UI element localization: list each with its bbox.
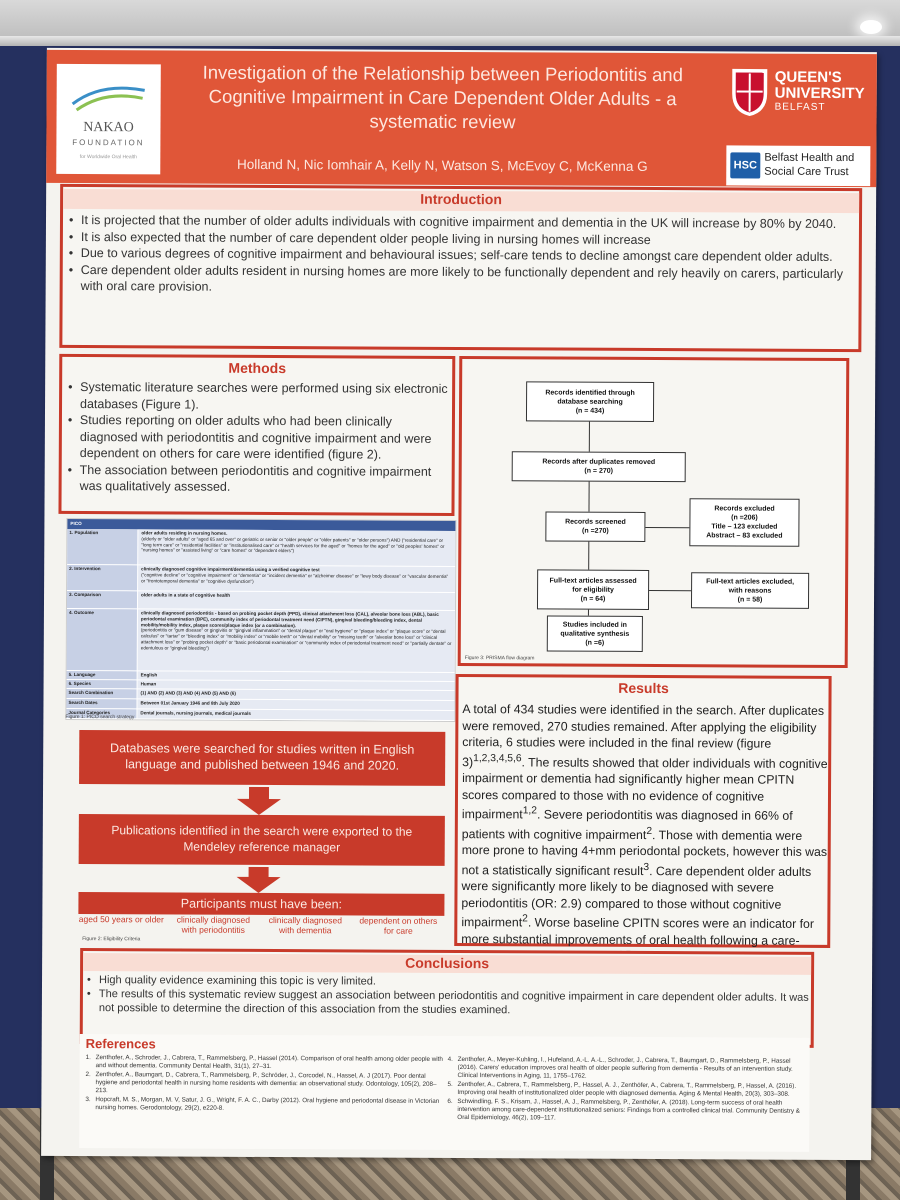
prisma-fulltext-excluded: Full-text articles excluded, with reasons (n = 58) (691, 572, 809, 609)
reference-item: 5. Zenthofer, A., Cabrera, T., Rammelsberg, P., Hassel, A. J., Zenthöfer, A., Cabrera, T., Rammelsberg, P., Hassel, A. (2016). Improving oral health of institutionalized older people with diagnosed dementia. Aging & Mental Health, 20(3), 303–308. (447, 1080, 797, 1098)
prisma-connector (588, 482, 589, 512)
prisma-connector (649, 590, 691, 591)
prisma-identified: Records identified through database searching (n = 434) (526, 381, 654, 422)
criterion-periodontitis: clinically diagnosed with periodontitis (176, 914, 250, 935)
hsc-mark: HSC (730, 152, 760, 178)
introduction-bullets (69, 212, 857, 299)
databases-box: Databases were searched for studies written in English language and published between 1946 and 2020. (79, 730, 445, 786)
arrow-down-icon (237, 787, 281, 815)
mendeley-box: Publications identified in the search were exported to the Mendeley reference manager (79, 814, 445, 866)
eligibility-caption: Figure 2: Eligibility Criteria (82, 936, 141, 943)
prisma-excluded: Records excluded (n =206) Title – 123 excluded Abstract – 83 excluded (689, 498, 799, 547)
ceiling (0, 0, 900, 40)
table-row: 4. Outcome clinically diagnosed periodontitis - based on probing pocket depth (PPD), clinical attachment loss (CAL), alveolar bone loss (ABL), basic periodontal examination (BPE), community index of periodontal treatment need (CIPTN), gingival bleeding/bleeding index, dental mobility/mobility index, plaque scores/plaque index (or a combination). (periodontitis or "gum disease" or gingivitis or "gingival inflammation" or "dental plaque" or "oral hygiene" or "plaque index" or "plaque score" or "dental calculus" or "tartar" or "bleeding index" or "mobility index" or "mobile teeth" or "dental mobility" or "missing teeth" or "alveolar bone loss" or "clinical attachment loss" or "probing pocket depth" or "basic periodontal examination" or "community index of periodontal treatment need" or "partially dentate" or edentulous or "gingival bleeding") (67, 609, 455, 673)
poster-authors: Holland N, Nic Iomhair A, Kelly N, Watson S, McEvoy C, McKenna G (236, 156, 648, 174)
introduction-section (59, 184, 862, 352)
qub-belfast: BELFAST (774, 101, 826, 113)
methods-bullets (68, 379, 451, 496)
list-item: • Studies reporting on older adults who had been clinically diagnosed with periodontitis and cognitive impairment and were dependent on others for care were identified (figure 2). (68, 412, 450, 463)
list-item: • It is projected that the number of older adults individuals with cognitive impairment and dementia in the UK will increase by 80% by 2040. (69, 212, 857, 233)
nakao-sub: FOUNDATION (72, 137, 145, 148)
criterion-dementia: clinically diagnosed with dementia (268, 915, 342, 936)
poster-title: Investigation of the Relationship between Periodontitis and Cognitive Impairment in Care Dependent Older Adults - a systematic review (202, 61, 683, 133)
prisma-included: Studies included in qualitative synthesis (n =6) (547, 615, 643, 652)
prisma-diagram (458, 356, 850, 668)
reference-item: 3. Hopcraft, M. S., Morgan, M. V, Satur, J. G., Wright, F. A. C., Darby (2012). Oral hygiene and periodontal disease in Victorian nursing homes. Gerodontology, 29(2), e220-8. (85, 1096, 440, 1112)
conclusions-section (80, 948, 814, 1048)
reference-item: 4. Zenthofer, A., Meyer-Kuhling, I., Hufeland, A.-L. A.-L., Schroder, J., Cabrera, T., Baumgart, D., Rammelsberg, P., Hassel (2016). Carers' education improves oral health of older people suffering from dementia - Results of an intervention study. Clinical Interventions in Aging, 11, 1755–1762. (447, 1055, 793, 1080)
references-section (79, 1034, 810, 1152)
table-row: Search Dates Between 01st January 1946 and 8th July 2020 (66, 699, 454, 711)
prisma-screened: Records screened (n =270) (545, 511, 645, 542)
nakao-tag: for Worldwide Oral Health (79, 154, 137, 161)
prisma-duplicates: Records after duplicates removed (n = 270) (512, 451, 686, 482)
table-row: 6. Species Human (67, 680, 455, 691)
arrow-down-icon (236, 867, 280, 893)
list-item: • The association between periodontitis and cognitive impairment was qualitatively assessed. (68, 461, 450, 496)
prisma-connector (645, 527, 689, 528)
pico-table (65, 518, 456, 722)
prisma-caption: Figure 3: PRISMA flow diagram (464, 655, 535, 662)
list-item: • The results of this systematic review suggest an association between periodontitis and cognitive impairment in care dependent older adults. It was not possible to determine the direction of this association from the studies examined. (87, 987, 809, 1019)
criterion-age: aged 50 years or older (78, 914, 164, 925)
table-row: 5. Language English (67, 671, 455, 682)
table-row: Search Combination (1) AND (2) AND (3) AND (4) AND (5) AND (6) (66, 689, 454, 701)
methods-title: Methods (228, 359, 287, 377)
table-row: 1. Population older adults residing in nursing homes. (elderly or "older adults" or "aged 65 and over" or geriatric or senior or "older people" or "older patients" or "older persons") AND ("residential care" or "long term care" or "residential facilities" or "institutionalised care" or "health services for the aged" or "homes for the aged" or "old peoples' homes" or "nursing homes" or "assisted living" or "care homes" or "dependent elders") (67, 529, 455, 567)
results-section (454, 674, 831, 948)
qub-name: QUEEN'S UNIVERSITY (774, 68, 865, 103)
table-row: Journal Categories Dental journals, nursing journals, medical journals (66, 709, 454, 721)
conclusions-bullets (87, 973, 809, 1019)
references-right-column (447, 1056, 807, 1125)
poster-header (46, 50, 877, 187)
list-item: • Systematic literature searches were performed using six electronic databases (Figure 1). (68, 379, 450, 414)
table-row: 2. Intervention clinically diagnosed cognitive impairment/dementia using a verified cognitive test ("cognitive decline" or "cognitive impairment" or "dementia" or "incident dementia" or "alzheimer disease" or "lewy body disease" or "vascular dementia" or "frontotemporal dementia" or "cognitive dysfunction") (67, 565, 455, 593)
swoosh-icon (71, 80, 147, 114)
results-body: A total of 434 studies were identified in the search. After duplicates were removed, 270 studies remained. After applying the eligibility criteria, 6 studies were included in the final review (figure 3)$^{1,2,3,4,5,6}$. The results showed that older individuals with cognitive impairment or dementia had significantly higher mean CPITN scores compared to those with no evidence of cognitive impairment$^{1,2}$. Severe periodontitis was diagnosed in 66% of patients with cognitive impairment$^2$. Those with dementia were more prone to having 4+mm periodontal pockets, however this was not a statistically significant result$^3$. Care dependent older adults were significantly more likely to be diagnosed with severe periodontitis (OR: 2.9) compared to those without cognitive impairment$^2$. Worse baseline CPITN scores were an indicator for more substantial improvements of oral health following a care-givers (461, 702, 828, 948)
reference-item: 2. Zenthofer, A., Baumgart, D., Cabrera, T., Rammelsberg, P., Schröder, J., Corcodel, N., Hassel, A. J (2017). Poor dental hygiene and periodontal health in nursing home residents with dementia: an observational study. Odontology, 105(2), 208–213. (85, 1071, 437, 1095)
pico-header: PICO (67, 519, 455, 531)
nakao-name: NAKAO (83, 120, 134, 136)
reference-item: 6. Schwindling, F. S., Krisam, J., Hassel, A. J., Rammelsberg, P., Zenthöfer, A. (2018). Long-term success of oral health intervention among care-dependent institutionalized seniors: Findings from a controlled clinical trial. Community Dentistry & Oral Epidemiology, 46(2), 109–117. (447, 1097, 801, 1122)
list-item: • It is also expected that the number of care dependent older people living in nursing homes will increase (69, 228, 857, 249)
reference-item: 1. Zenthofer, A., Schroder, J., Cabrera, T., Rammelsberg, P., Hassel (2014). Comparison of oral health among older people with and without dementia. Community Dental Health, 31(1), 27–31. (85, 1054, 443, 1071)
poster (41, 48, 877, 1160)
participants-box: Participants must have been: (78, 892, 444, 916)
references-title: References (85, 1036, 156, 1052)
introduction-title: Introduction (63, 189, 859, 213)
qub-crest-icon (731, 67, 769, 117)
criterion-dependent: dependent on others for care (359, 915, 438, 936)
results-title: Results (618, 679, 669, 697)
table-row: 3. Comparison older adults in a state of cognitive health (67, 591, 455, 611)
hsc-text: Belfast Health and Social Care Trust (764, 151, 855, 179)
prisma-fulltext: Full-text articles assessed for eligibility (n = 64) (537, 569, 649, 610)
references-left-column (85, 1054, 445, 1115)
pico-caption: Figure 1: PICO search strategy (65, 713, 135, 721)
nakao-foundation-logo (56, 64, 161, 175)
methods-section (58, 354, 455, 516)
list-item: • High quality evidence examining this topic is very limited. (87, 973, 809, 991)
list-item: • Care dependent older adults resident in nursing homes are more likely to be functionally dependent and rely heavily on carers, particularly with oral care provision. (69, 261, 857, 298)
university-logos (726, 63, 873, 186)
ceiling-light (860, 20, 882, 34)
list-item: • Due to various degrees of cognitive impairment and behavioural issues; self-care tends to decline amongst care dependent older adults. (69, 245, 857, 266)
conclusions-title: Conclusions (83, 953, 811, 975)
prisma-connector (588, 542, 589, 570)
hsc-logo (726, 145, 870, 186)
prisma-connector (589, 422, 590, 452)
